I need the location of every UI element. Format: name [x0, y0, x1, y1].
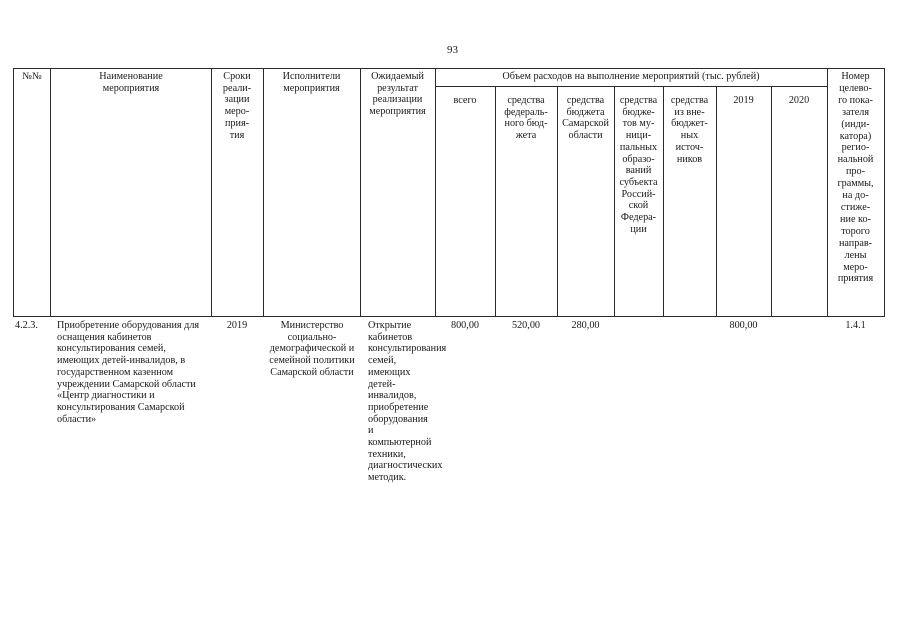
header-expenditure-volume: Объем расходов на выполнение мероприятий (тыс. рублей): [502, 71, 760, 82]
row-federal-budget: 520,00: [511, 320, 540, 331]
header-expected-result: Ожидаемый результат реализации мероприятия: [369, 71, 426, 118]
col-border: [13, 68, 14, 316]
header-bottom-border: [13, 316, 885, 317]
header-year-2020: 2020: [788, 95, 810, 106]
header-executors: Исполнители мероприятия: [282, 71, 341, 94]
table-top-border: [13, 68, 885, 69]
page-number: 93: [447, 44, 458, 56]
row-target-indicator: 1.4.1: [845, 320, 866, 331]
header-num: №№: [22, 71, 42, 82]
subheader-divider: [435, 86, 827, 87]
row-regional-budget: 280,00: [571, 320, 600, 331]
row-expected-result: Открытие кабинетов консультирования семей, имеющих детей-инвалидов, приобретение оборудования и компьютерной техники, диагностических методик.: [368, 320, 447, 484]
row-total: 800,00: [450, 320, 479, 331]
header-name: Наименование мероприятия: [99, 71, 163, 94]
row-num: 4.2.3.: [15, 320, 38, 331]
header-target-indicator: Номер целево- го пока- зателя (инди- катора) регио- нальной про- граммы, на до- стиже- ние ко- торого направ- лены меро- приятия: [837, 71, 874, 285]
col-border: [771, 86, 772, 316]
header-total: всего: [453, 95, 477, 106]
col-border: [263, 68, 264, 316]
header-extrabudgetary: средства из вне- бюджет- ных источ- ников: [670, 95, 709, 165]
row-terms: 2019: [226, 320, 248, 331]
header-municipal-budgets: средства бюдже- тов му- ници- пальных образо- ваний субъекта Россий- ской Федера- ции: [619, 95, 658, 235]
row-executors: Министерство социально-демографической и семейной политики Самарской области: [269, 320, 355, 378]
header-year-2019: 2019: [733, 95, 754, 106]
header-regional-budget: средства бюджета Самарской области: [562, 95, 609, 142]
header-federal-budget: средства федераль- ного бюд- жета: [504, 95, 548, 142]
col-border: [884, 68, 885, 316]
header-terms: Сроки реали- зации меро- прия- тия: [222, 71, 252, 141]
col-border: [50, 68, 51, 316]
row-year-2019: 800,00: [729, 320, 758, 331]
row-name: Приобретение оборудования для оснащения кабинетов консультирования семей, имеющих детей-инвалидов, в государственном казенном учреждении Самарской области «Центр диагностики и консультирования Самарской области»: [57, 320, 200, 425]
col-border: [716, 86, 717, 316]
